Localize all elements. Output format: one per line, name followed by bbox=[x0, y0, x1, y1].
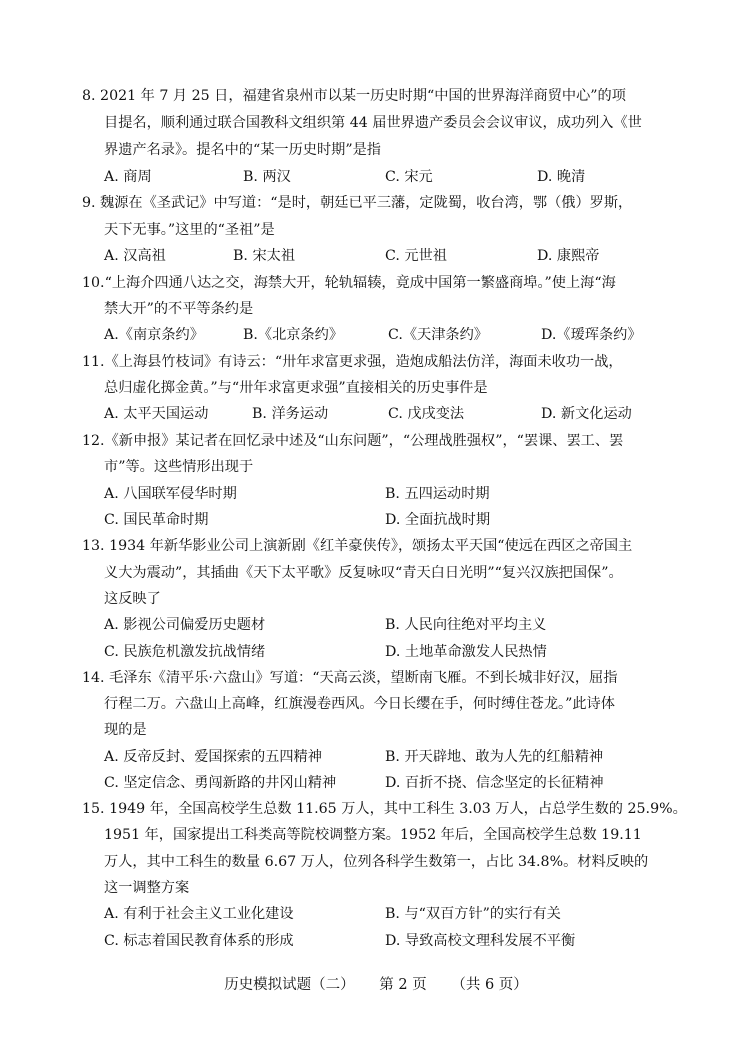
question-13-line-3: 这反映了 bbox=[104, 591, 161, 607]
question-11-option-d[interactable]: D. 新文化运动 bbox=[541, 406, 632, 422]
question-14-option-a[interactable]: A. 反帝反封、爱国探索的五四精神 bbox=[104, 749, 322, 765]
question-15-option-c[interactable]: C. 标志着国民教育体系的形成 bbox=[104, 933, 294, 949]
question-8-option-c[interactable]: C. 宋元 bbox=[385, 169, 433, 185]
question-15-line-3: 万人，其中工科生的数量 6.67 万人，位列各科学生数第一，占比 34.8%。材料反映的 bbox=[104, 854, 649, 870]
question-8-line-1: 8. 2021 年 7 月 25 日，福建省泉州市以某一历史时期“中国的世界海洋商贸中心”的项 bbox=[82, 88, 626, 104]
question-8-option-d[interactable]: D. 晚清 bbox=[537, 169, 586, 185]
footer-total-pages: （共 6 页） bbox=[451, 977, 528, 993]
question-10-option-d[interactable]: D.《瑷珲条约》 bbox=[541, 327, 642, 343]
question-10-line-2: 禁大开”的不平等条约是 bbox=[104, 301, 254, 317]
question-12-line-2: 市”等。这些情形出现于 bbox=[104, 459, 254, 475]
question-14-line-2: 行程二万。六盘山上高峰，红旗漫卷西风。今日长缨在手，何时缚住苍龙。”此诗体 bbox=[104, 696, 615, 712]
question-8-line-2: 目提名，顺利通过联合国教科文组织第 44 届世界遗产委员会会议审议，成功列入《世 bbox=[104, 115, 642, 131]
question-15-option-d[interactable]: D. 导致高校文理科发展不平衡 bbox=[385, 933, 576, 949]
question-13-option-c[interactable]: C. 民族危机激发抗战情绪 bbox=[104, 644, 266, 660]
question-9-option-c[interactable]: C. 元世祖 bbox=[385, 248, 447, 264]
question-9-line-2: 天下无事。”这里的“圣祖”是 bbox=[104, 222, 275, 238]
question-9-option-d[interactable]: D. 康熙帝 bbox=[537, 248, 600, 264]
question-9-option-a[interactable]: A. 汉高祖 bbox=[104, 248, 166, 264]
question-13-option-d[interactable]: D. 土地革命激发人民热情 bbox=[385, 644, 547, 660]
footer-exam-title: 历史模拟试题（二） bbox=[224, 977, 355, 993]
question-10-option-b[interactable]: B.《北京条约》 bbox=[243, 327, 344, 343]
question-10-line-1: 10.“上海介四通八达之交，海禁大开，轮轨辐辏，竟成中国第一繁盛商埠。”使上海“海 bbox=[82, 275, 616, 291]
question-12-option-d[interactable]: D. 全面抗战时期 bbox=[385, 512, 491, 528]
question-8-option-a[interactable]: A. 商周 bbox=[104, 169, 152, 185]
question-15-line-1: 15. 1949 年，全国高校学生总数 11.65 万人，其中工科生 3.03 万人，占总学生数的 25.9%。 bbox=[82, 801, 687, 817]
question-13-option-a[interactable]: A. 影视公司偏爱历史题材 bbox=[104, 617, 266, 633]
question-12-option-a[interactable]: A. 八国联军侵华时期 bbox=[104, 486, 237, 502]
question-10-option-c[interactable]: C.《天津条约》 bbox=[388, 327, 488, 343]
footer-page-number: 第 2 页 bbox=[379, 977, 427, 993]
question-15-option-b[interactable]: B. 与“双百方针”的实行有关 bbox=[385, 906, 561, 922]
question-12-option-b[interactable]: B. 五四运动时期 bbox=[385, 486, 490, 502]
question-9-line-1: 9. 魏源在《圣武记》中写道：“是时，朝廷已平三藩，定陇蜀，收台湾，鄂（俄）罗斯， bbox=[82, 195, 633, 211]
question-10-option-a[interactable]: A.《南京条约》 bbox=[104, 327, 204, 343]
question-13-line-1: 13. 1934 年新华影业公司上演新剧《红羊豪侠传》，颂扬太平天国“使远在西区之帝国主 bbox=[82, 538, 633, 554]
question-11-line-1: 11.《上海县竹枝词》有诗云：“卅年求富更求强，造炮成船法仿洋，海面未收功一战， bbox=[82, 354, 623, 370]
question-15-line-4: 这一调整方案 bbox=[104, 880, 190, 896]
question-13-line-2: 义大为震动”，其插曲《天下太平歌》反复咏叹“青天白日光明”“复兴汉族把国保”。 bbox=[104, 565, 623, 581]
question-14-option-d[interactable]: D. 百折不挠、信念坚定的长征精神 bbox=[385, 775, 604, 791]
question-11-option-a[interactable]: A. 太平天国运动 bbox=[104, 406, 209, 422]
question-14-option-b[interactable]: B. 开天辟地、敢为人先的红船精神 bbox=[385, 749, 604, 765]
question-11-option-c[interactable]: C. 戊戌变法 bbox=[388, 406, 465, 422]
question-12-option-c[interactable]: C. 国民革命时期 bbox=[104, 512, 209, 528]
question-11-option-b[interactable]: B. 洋务运动 bbox=[252, 406, 329, 422]
question-15-option-a[interactable]: A. 有利于社会主义工业化建设 bbox=[104, 906, 294, 922]
question-14-line-3: 现的是 bbox=[104, 722, 147, 738]
question-14-line-1: 14. 毛泽东《清平乐·六盘山》写道：“天高云淡，望断南飞雁。不到长城非好汉，屈指 bbox=[82, 670, 618, 686]
question-9-option-b[interactable]: B. 宋太祖 bbox=[233, 248, 296, 264]
question-12-line-1: 12.《新申报》某记者在回忆录中述及“山东问题”，“公理战胜强权”，“罢课、罢工、罢 bbox=[82, 433, 624, 449]
question-8-line-3: 界遗产名录》。提名中的“某一历史时期”是指 bbox=[104, 142, 381, 158]
question-11-line-2: 总归虚化掷金黄。”与“卅年求富更求强”直接相关的历史事件是 bbox=[104, 380, 488, 396]
question-8-option-b[interactable]: B. 两汉 bbox=[243, 169, 291, 185]
page-footer bbox=[0, 975, 752, 995]
question-15-line-2: 1951 年，国家提出工科类高等院校调整方案。1952 年后，全国高校学生总数 19.11 bbox=[104, 827, 642, 843]
question-13-option-b[interactable]: B. 人民向往绝对平均主义 bbox=[385, 617, 547, 633]
question-14-option-c[interactable]: C. 坚定信念、勇闯新路的井冈山精神 bbox=[104, 775, 337, 791]
